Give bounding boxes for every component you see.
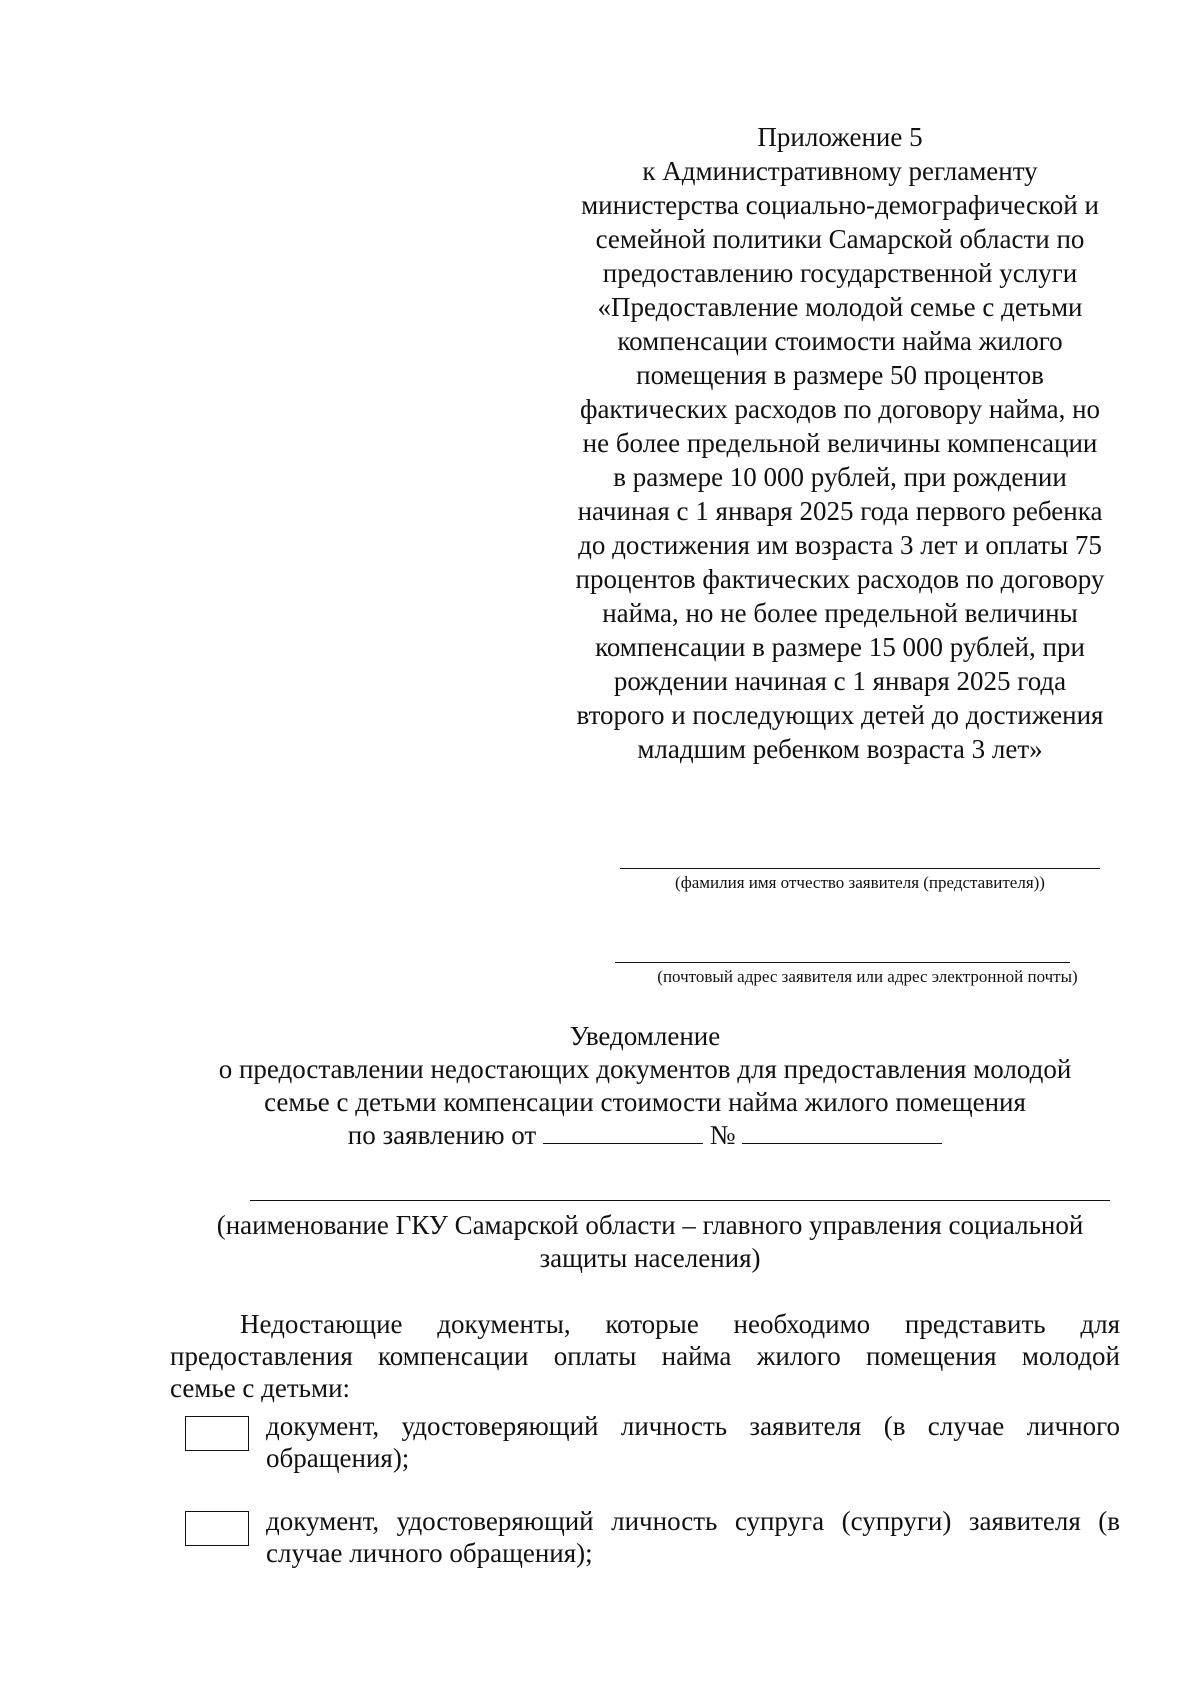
applicant-address-caption: (почтовый адрес заявителя или адрес электронной почты) — [657, 967, 1078, 986]
applicant-name-field[interactable] — [620, 868, 1100, 893]
appendix-line: младшим ребенком возраста 3 лет» — [637, 734, 1043, 764]
appendix-line: семейной политики Самарской области по — [595, 224, 1085, 254]
document-item-line: случае личного обращения); — [266, 1538, 593, 1568]
appendix-line: начиная с 1 января 2025 года первого ребенка — [577, 496, 1103, 526]
appendix-line: рождении начиная с 1 января 2025 года — [613, 666, 1067, 696]
intro-line: предоставления компенсации оплаты найма жилого помещения молодой — [170, 1341, 1120, 1371]
appendix-line: фактических расходов по договору найма, но — [579, 394, 1101, 424]
appendix-line: помещения в размере 50 процентов — [636, 360, 1044, 390]
appendix-line: компенсации в размере 15 000 рублей, при — [595, 632, 1085, 662]
appendix-line: компенсации стоимости найма жилого — [617, 326, 1063, 356]
document-item-line: обращения); — [266, 1443, 410, 1473]
checkbox[interactable] — [185, 1511, 249, 1546]
notice-block — [170, 1020, 1120, 1152]
document-item-line: документ, удостоверяющий личность супруга (супруги) заявителя (в — [266, 1506, 1120, 1536]
appendix-line: министерства социально-демографической и — [581, 190, 1099, 220]
appendix-line: не более предельной величины компенсации — [582, 428, 1098, 458]
appendix-line: «Предоставление молодой семье с детьми — [597, 292, 1083, 322]
applicant-name-line — [620, 868, 1100, 869]
appendix-line: до достижения им возраста 3 лет и оплаты 75 — [578, 530, 1102, 560]
number-sign: № — [709, 1120, 736, 1150]
document-item-line: документ, удостоверяющий личность заявителя (в случае личного — [266, 1411, 1120, 1441]
notice-line: семье с детьми компенсации стоимости найма жилого помещения — [264, 1087, 1026, 1117]
document-item-text — [266, 1505, 1120, 1569]
org-name-line — [250, 1200, 1110, 1201]
appendix-line: предоставлению государственной услуги — [602, 258, 1078, 288]
appendix-line: Приложение 5 — [757, 122, 923, 152]
appendix-line: в размере 10 000 рублей, при рождении — [613, 462, 1067, 492]
notice-application-ref — [170, 1119, 1120, 1152]
application-number-field[interactable] — [742, 1121, 942, 1144]
missing-docs-intro — [170, 1308, 1120, 1404]
intro-line: Недостающие документы, которые необходимо представить для — [240, 1309, 1120, 1339]
applicant-address-field[interactable] — [615, 962, 1120, 987]
document-item-text — [266, 1410, 1120, 1474]
application-date-label: по заявлению от — [347, 1120, 537, 1150]
application-date-field[interactable] — [543, 1121, 703, 1144]
intro-line: семье с детьми: — [170, 1373, 351, 1403]
appendix-line: второго и последующих детей до достижения — [576, 700, 1104, 730]
appendix-header — [555, 120, 1125, 766]
applicant-address-line — [615, 962, 1070, 963]
org-field[interactable] — [180, 1200, 1120, 1275]
applicant-name-caption: (фамилия имя отчество заявителя (представителя)) — [675, 873, 1045, 892]
notice-line: о предоставлении недостающих документов для предоставления молодой — [218, 1054, 1072, 1084]
org-caption: защиты населения) — [539, 1243, 761, 1273]
notice-title: Уведомление — [569, 1021, 721, 1051]
org-caption: (наименование ГКУ Самарской области – главного управления социальной — [216, 1210, 1084, 1240]
checkbox[interactable] — [185, 1416, 249, 1451]
appendix-line: к Административному регламенту — [642, 156, 1038, 186]
appendix-line: найма, но не более предельной величины — [602, 598, 1078, 628]
appendix-line: процентов фактических расходов по договору — [575, 564, 1105, 594]
